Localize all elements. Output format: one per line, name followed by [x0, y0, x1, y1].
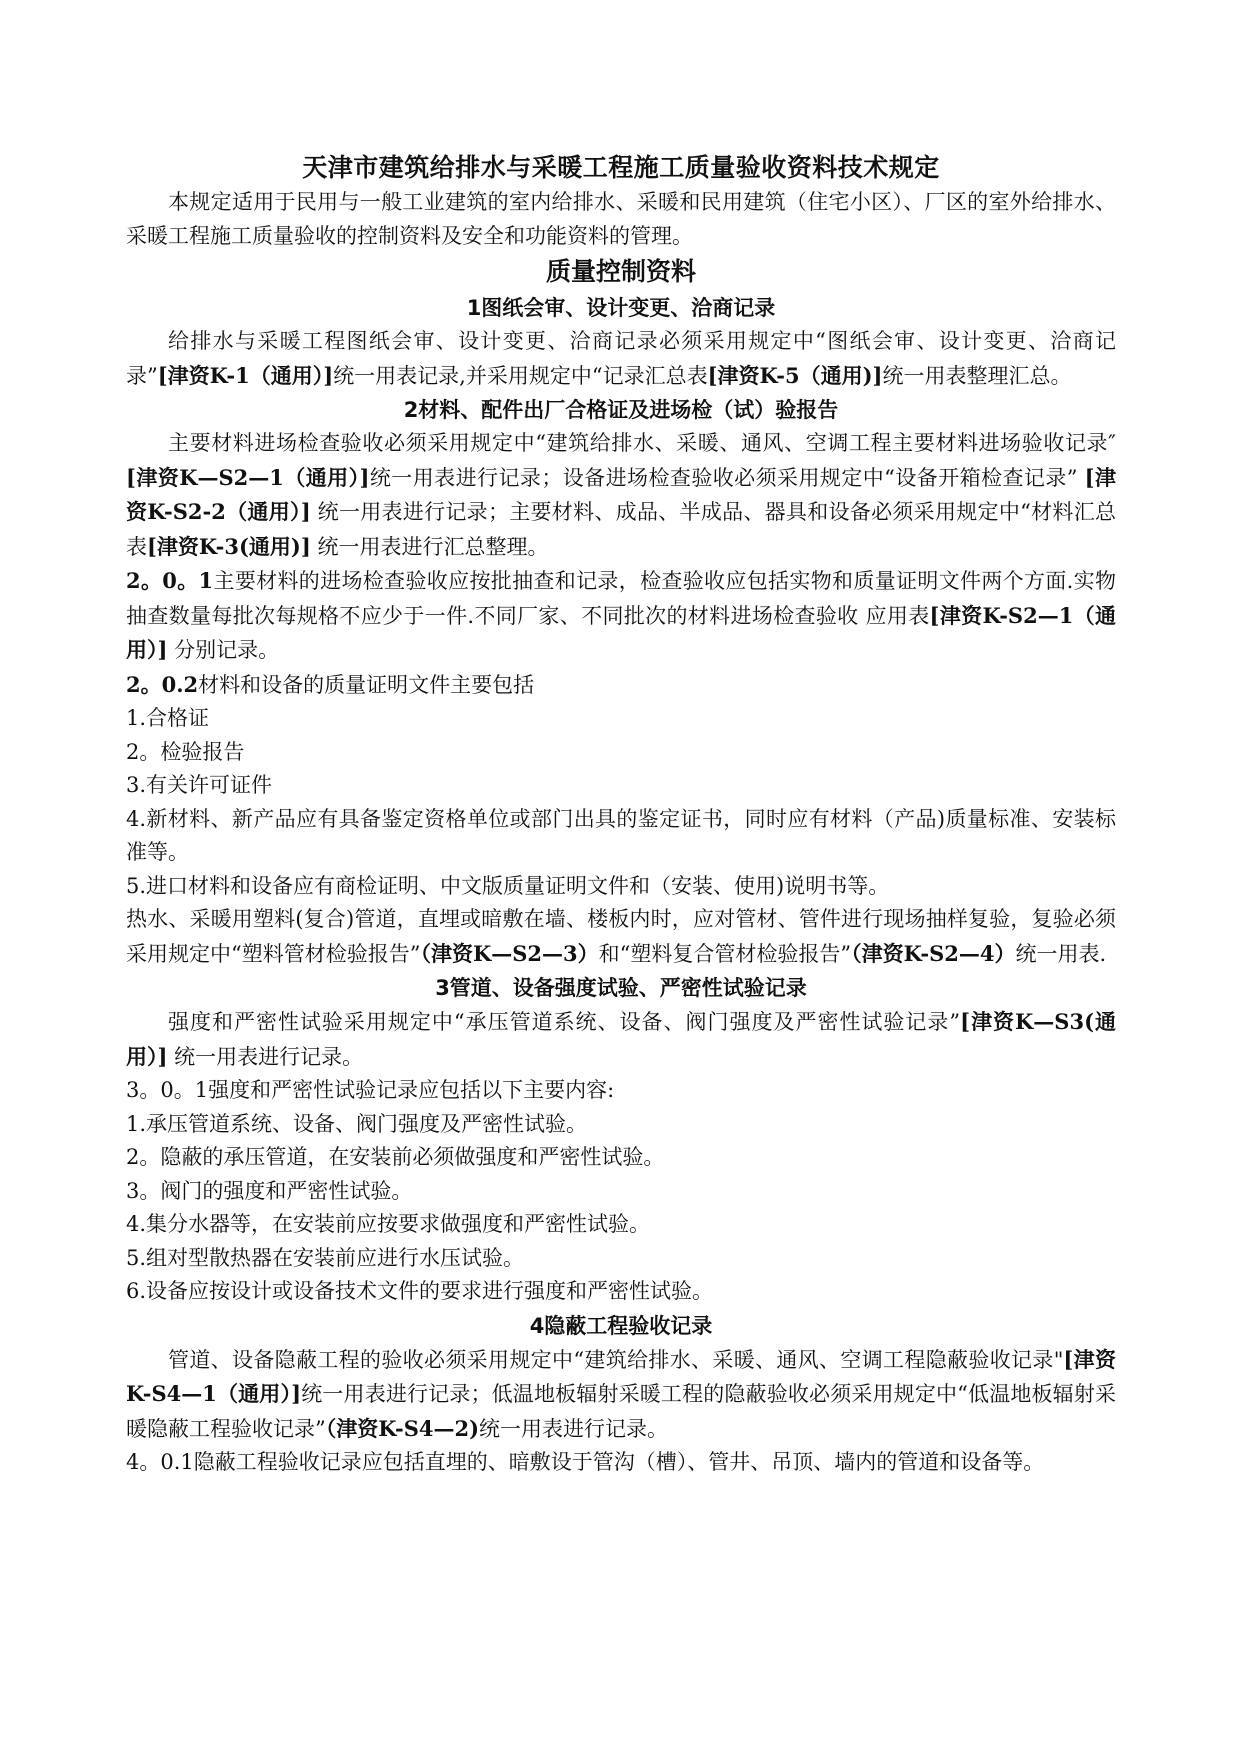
list-item: 4.集分水器等，在安装前应按要求做强度和严密性试验。	[126, 1212, 651, 1236]
section-2-heading: 2材料、配件出厂合格证及进场检（试）验报告	[403, 398, 839, 422]
clause-2-0-2	[126, 668, 1116, 703]
clause-number: 3。0。1	[126, 1078, 209, 1102]
section-title: 质量控制资料	[545, 257, 696, 286]
text-run: 统一用表进行记录；主要材料、成品、半成品、器具和设备必须采用规定中“材料汇总表	[126, 500, 1116, 559]
form-code: [津资K-S2—1（通用）]	[126, 602, 1117, 662]
clause-3-0-1	[126, 1074, 1116, 1108]
form-code: [津资K-S4—1（通用）]	[126, 1346, 1116, 1406]
text-run: 热水、采暖用塑料(复合)管道，直埋或暗敷在墙、楼板内时，应对管材、管件进行现场抽样复验，复验必须采用规定中“塑料管材检验报告”	[126, 907, 1116, 966]
list-item: 6.设备应按设计或设备技术文件的要求进行强度和严密性试验。	[126, 1279, 714, 1303]
form-code: （津资K-S2—4）	[851, 940, 1016, 966]
text-run: 统一用表进行汇总整理。	[310, 534, 549, 559]
list-item: 1.承压管道系统、设备、阀门强度及严密性试验。	[126, 1111, 588, 1136]
text-run: 强度和严密性试验记录应包括以下主要内容:	[208, 1078, 615, 1102]
list-item: 1.合格证	[126, 706, 210, 730]
form-code: [津资K-S2-2（通用）]	[126, 464, 1116, 524]
text-run: 统一用表记录,并采用规定中“记录汇总表	[333, 363, 708, 388]
text-run: 材料和设备的质量证明文件主要包括	[198, 672, 535, 697]
intro-paragraph: 本规定适用于民用与一般工业建筑的室内给排水、采暖和民用建筑（住宅小区）、厂区的室外给排水、采暖工程施工质量验收的控制资料及安全和功能资料的管理。	[126, 190, 1116, 248]
text-run: 管道、设备隐蔽工程的验收必须采用规定中“建筑给排水、采暖、通风、空调工程隐蔽验收记录"	[168, 1347, 1064, 1372]
section-1-paragraph	[126, 325, 1116, 393]
list-item: 3.有关许可证件	[126, 773, 273, 797]
clause-4-0-1	[126, 1446, 1116, 1480]
form-code: （津资K-S4—2)	[325, 1415, 480, 1441]
form-code: [津资K-5（通用)]	[707, 362, 883, 388]
text-run: 统一用表.	[1015, 941, 1107, 966]
text-run: 统一用表进行记录。	[479, 1416, 669, 1441]
plastic-pipe-paragraph	[126, 903, 1116, 971]
text-run: 给排水与采暖工程图纸会审、设计变更、洽商记录必须采用规定中“图纸会审、设计变更、洽商记录”	[126, 329, 1116, 388]
clause-number: 4。0.1	[126, 1450, 194, 1474]
section-4-paragraph	[126, 1343, 1116, 1447]
text-run: 统一用表整理汇总。	[882, 363, 1072, 388]
document-page	[126, 150, 1116, 1480]
list-item: 3。阀门的强度和严密性试验。	[126, 1178, 413, 1203]
text-run: 统一用表进行记录。	[167, 1044, 364, 1069]
document-title: 天津市建筑给排水与采暖工程施工质量验收资料技术规定	[302, 153, 940, 182]
list-item: 5.进口材料和设备应有商检证明、中文版质量证明文件和（安装、使用)说明书等。	[126, 873, 890, 898]
text-run: 主要材料的进场检查验收应按批抽查和记录，检查验收应包括实物和质量证明文件两个方面.实物抽查数量每批次每规格不应少于一件.不同厂家、不同批次的材料进场检查验收 应用表	[126, 569, 1116, 628]
clause-number: 2。0.2	[126, 671, 199, 697]
list-item: 4.新材料、新产品应有具备鉴定资格单位或部门出具的鉴定证书，同时应有材料（产品)质量标准、安装标准等。	[126, 806, 1116, 864]
text-run: 隐蔽工程验收记录应包括直埋的、暗敷设于管沟（槽）、管井、吊顶、墙内的管道和设备等。	[193, 1450, 1045, 1474]
form-code: [津资K—S2—1（通用）]	[126, 464, 370, 490]
section-3-heading: 3管道、设备强度试验、严密性试验记录	[435, 976, 807, 1000]
form-code: （津资K—S2—3）	[420, 940, 599, 966]
list-item: 5.组对型散热器在安装前应进行水压试验。	[126, 1245, 525, 1270]
clause-2-0-1	[126, 564, 1116, 668]
section-4-heading: 4隐蔽工程验收记录	[529, 1313, 713, 1338]
section-3-paragraph	[126, 1005, 1116, 1074]
text-run: 和“塑料复合管材检验报告”	[598, 941, 852, 966]
section-1-heading: 1图纸会审、设计变更、洽商记录	[466, 296, 776, 320]
list-item: 2。隐蔽的承压管道，在安装前必须做强度和严密性试验。	[126, 1145, 665, 1169]
clause-number: 2。0。1	[126, 568, 214, 593]
text-run: 主要材料进场检查验收必须采用规定中“建筑给排水、采暖、通风、空调工程主要材料进场验收记录″	[168, 431, 1116, 455]
list-item: 2。检验报告	[126, 739, 245, 764]
text-run: 统一用表进行记录；设备进场检查验收必须采用规定中“设备开箱检查记录”	[369, 465, 1085, 490]
form-code: [津资K-3(通用)]	[147, 533, 311, 559]
text-run: 分别记录。	[167, 638, 280, 662]
section-2-paragraph	[126, 427, 1116, 564]
form-code: [津资K-1（通用）]	[157, 362, 334, 388]
form-code: [津资K—S3(通用）]	[126, 1009, 1117, 1069]
text-run: 强度和严密性试验采用规定中“承压管道系统、设备、阀门强度及严密性试验记录”	[168, 1010, 961, 1034]
text-run: 统一用表进行记录；低温地板辐射采暖工程的隐蔽验收必须采用规定中“低温地板辐射采暖隐蔽工程验收记录”	[126, 1382, 1116, 1441]
